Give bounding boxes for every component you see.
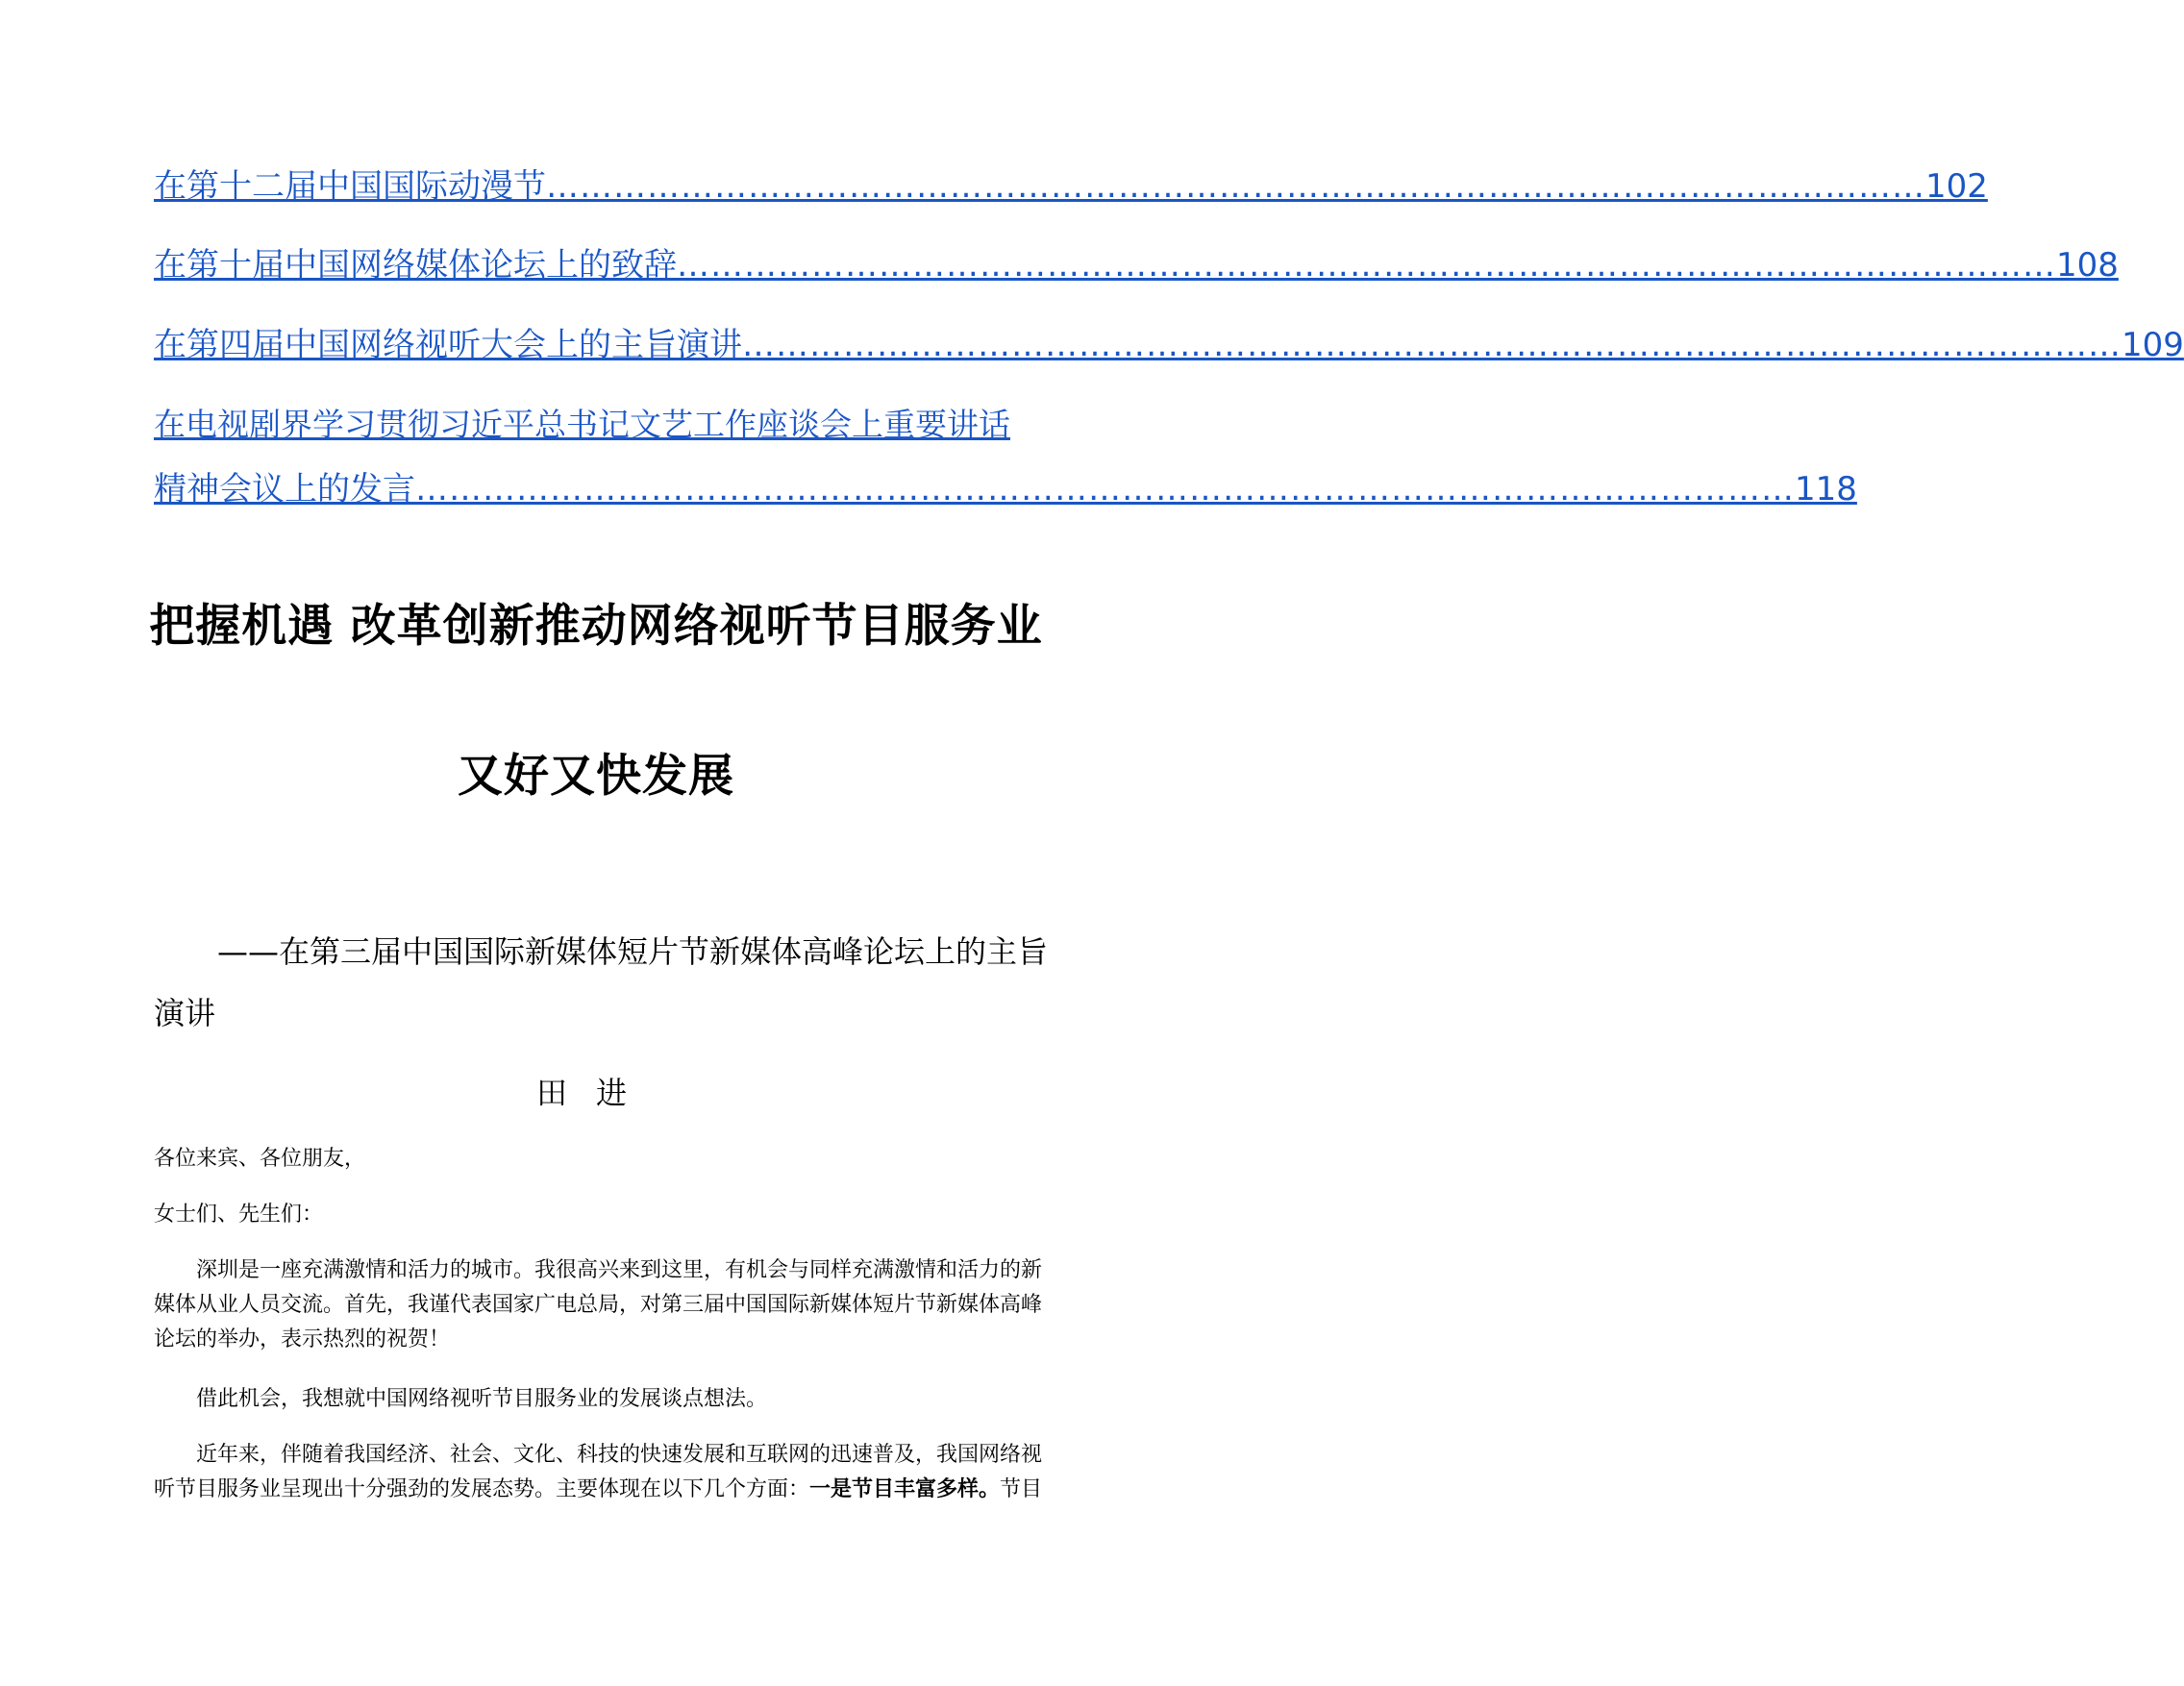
toc-leader-dots: ……………………………………………………………………………………………………………: [677, 246, 2056, 285]
toc-entry-title-line2: 精神会议上的发言: [154, 470, 415, 508]
toc-entry-title: 在第十届中国网络媒体论坛上的致辞: [154, 246, 677, 285]
toc-entry[interactable]: [154, 165, 1988, 208]
toc-page-number: 108: [2056, 246, 2119, 285]
paragraph-bold-text: 一是节目丰富多样。: [809, 1477, 1001, 1501]
toc-entry-title: 在第四届中国网络视听大会上的主旨演讲: [154, 326, 742, 364]
greeting-line: 各位来宾、各位朋友，: [154, 1147, 366, 1171]
article-subtitle: ——在第三届中国国际新媒体短片节新媒体高峰论坛上的主旨演讲: [154, 933, 1049, 1031]
toc-entry[interactable]: [154, 324, 2184, 366]
toc-leader-dots: ……………………………………………………………………………………………………………: [415, 470, 1795, 508]
toc-entry[interactable]: [154, 468, 1857, 510]
toc-leader-dots: ……………………………………………………………………………………………………………: [742, 326, 2122, 364]
toc-page-number: 118: [1795, 470, 1857, 508]
paragraph: 深圳是一座充满激情和活力的城市。我很高兴来到这里，有机会与同样充满激情和活力的新媒体从业人员交流。首先，我谨代表国家广电总局，对第三届中国国际新媒体短片节新媒体高峰论坛的举办，表示热烈的祝贺！: [154, 1258, 1043, 1351]
toc-leader-dots: ……………………………………………………………………………………………………………: [546, 167, 1925, 206]
toc-entry-title-line1[interactable]: 在电视剧界学习贯彻习近平总书记文艺工作座谈会上重要讲话: [154, 406, 1010, 443]
toc-page-number: 102: [1925, 167, 1988, 206]
article-author: 田进: [535, 1075, 656, 1111]
paragraph-text: 节目: [1000, 1477, 1043, 1501]
paragraph: 借此机会，我想就中国网络视听节目服务业的发展谈点想法。: [196, 1387, 768, 1411]
article-title-line1: 把握机遇 改革创新推动网络视听节目服务业: [149, 600, 1043, 653]
toc-page-number: 109: [2122, 326, 2184, 364]
paragraph-text: 近年来，伴随着我国经济、社会、文化、科技的快速发展和互联网的迅速普及，我国网络视听节目服务业呈现出十分强劲的发展态势。主要体现在以下几个方面：: [154, 1443, 1043, 1501]
toc-entry[interactable]: [154, 244, 2119, 286]
greeting-line: 女士们、先生们：: [154, 1203, 324, 1227]
article-title-line2: 又好又快发展: [458, 750, 734, 803]
paragraph: [154, 1438, 1043, 1507]
toc-entry-title: 在第十二届中国国际动漫节: [154, 167, 546, 206]
